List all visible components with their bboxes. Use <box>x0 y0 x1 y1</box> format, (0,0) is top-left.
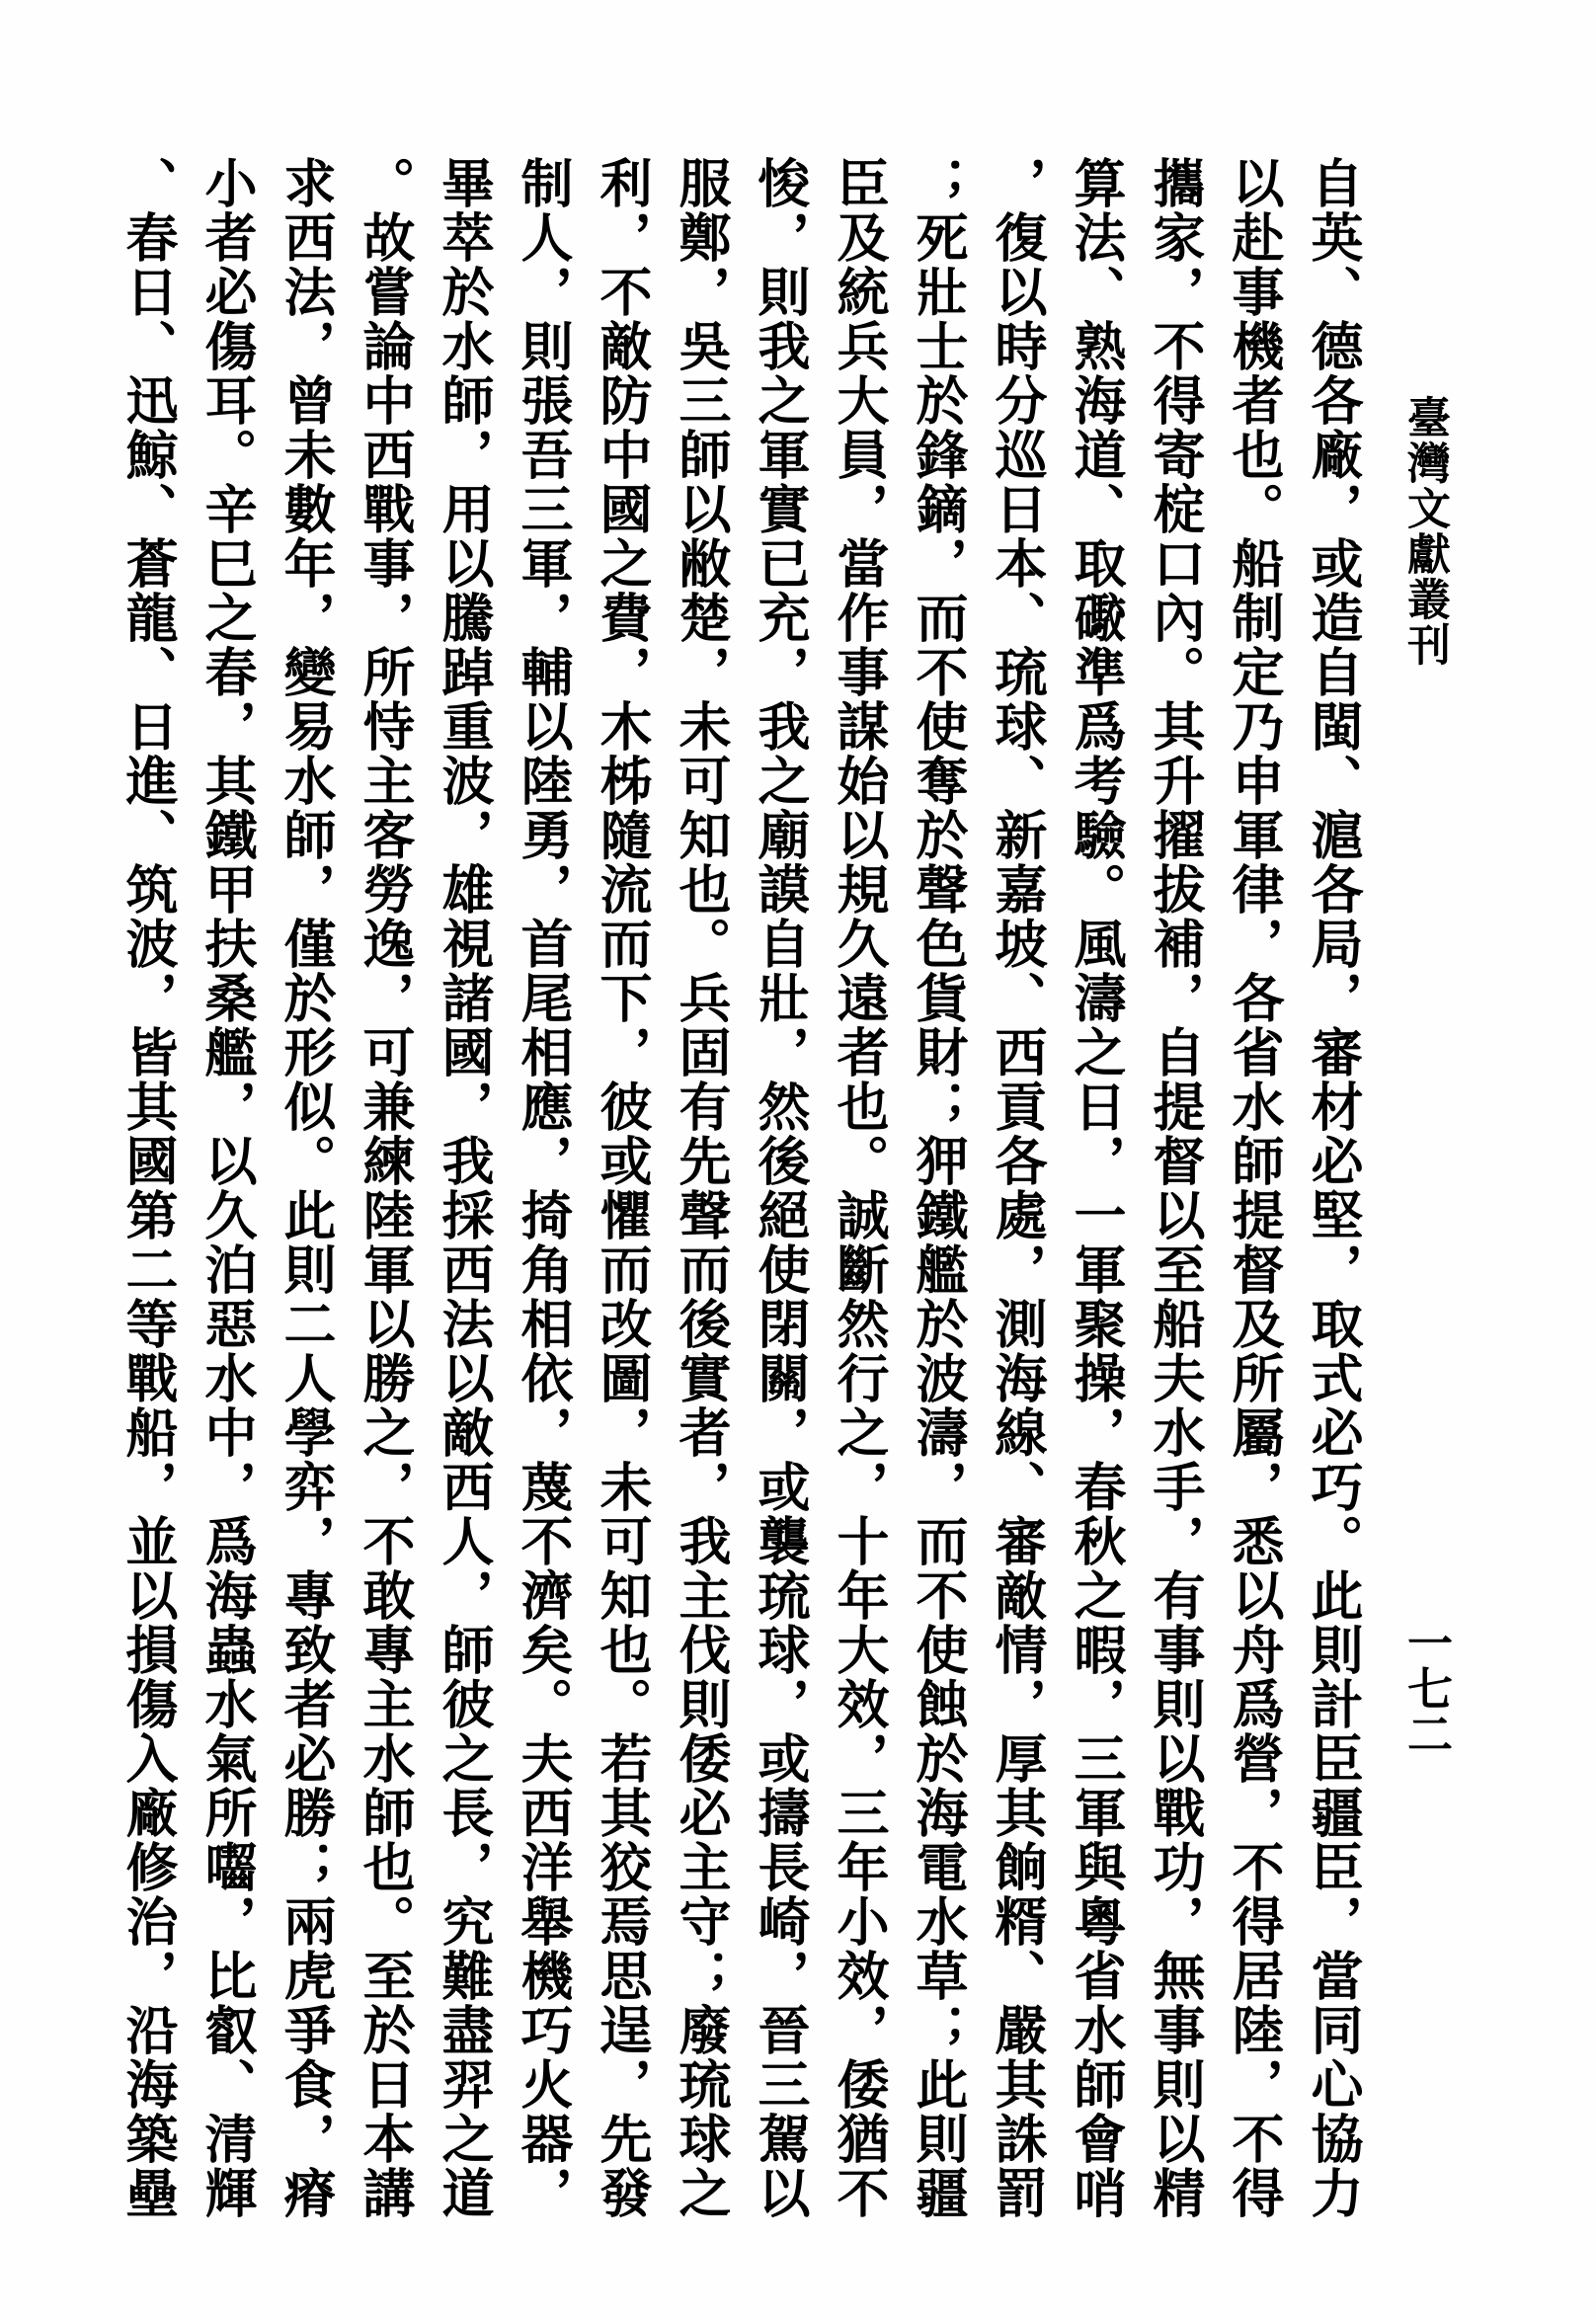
page-number: 一七二 <box>1400 1620 1454 1756</box>
text-column: 攜家，不得寄椗口內。其升擢拔補，自提督以至船夫水手，有事則以戰功，無事則以精 <box>1145 156 1206 2220</box>
text-column: 臣及統兵大員，當作事謀始以規久遠者也。誠斷然行之，十年大效，三年小效，倭猶不 <box>829 156 890 2220</box>
text-column: 畢萃於水師，用以騰踔重波，雄視諸國，我採西法以敵西人，師彼之長，究難盡羿之道 <box>434 156 495 2220</box>
text-column: 服鄭，吳三師以敝楚，未可知也。兵固有先聲而後實者，我主伐則倭必主守；廢琉球之 <box>671 156 732 2220</box>
text-column: 以赴事機者也。船制定乃申軍律，各省水師提督及所屬，悉以舟爲營，不得居陸，不得 <box>1224 156 1285 2220</box>
text-column: 求西法，曾未數年，變易水師，僅於形似。此則二人學弈，專致者必勝；兩虎爭食，瘠 <box>276 156 337 2220</box>
text-column: 自英、德各廠，或造自閩、滬各局，審材必堅，取式必巧。此則計臣疆臣，當同心協力 <box>1303 156 1364 2220</box>
text-column: 小者必傷耳。辛巳之春，其鐵甲扶桑艦，以久泊惡水中，爲海蟲水氣所囓，比叡、清輝 <box>197 156 258 2220</box>
text-column: 制人，則張吾三軍，輔以陸勇，首尾相應，掎角相依，蔑不濟矣。夫西洋舉機巧火器， <box>513 156 574 2220</box>
text-column: 算法、熟海道、取礮準爲考驗。風濤之日，一軍聚操，春秋之暇，三軍與粵省水師會哨 <box>1066 156 1127 2220</box>
text-column: 利，不敵防中國之費，木柹隨流而下，彼或懼而改圖，未可知也。若其狡焉思逞，先發 <box>592 156 653 2220</box>
text-column: 、春日、迅鯨、蒼龍、日進、筑波，皆其國第二等戰船，並以損傷入廠修治，沿海築壘 <box>118 156 179 2220</box>
text-column: ；死壯士於鋒鏑，而不使奪於聲色貨財；狎鐵艦於波濤，而不使蝕於海電水草；此則疆 <box>908 156 969 2220</box>
body-text <box>118 156 1373 2220</box>
text-column: 。故嘗論中西戰事，所恃主客勞逸，可兼練陸軍以勝之，不敢專主水師也。至於日本講 <box>355 156 416 2220</box>
text-column: 悛，則我之軍實已充，我之廟謨自壯，然後絕使閉關，或襲琉球，或擣長崎，晉三駕以 <box>750 156 811 2220</box>
text-column: ，復以時分巡日本、琉球、新嘉坡、西貢各處，測海線、審敵情，厚其餉糈、嚴其誅罰 <box>987 156 1048 2220</box>
series-title: 臺灣文獻叢刊 <box>1399 395 1450 668</box>
